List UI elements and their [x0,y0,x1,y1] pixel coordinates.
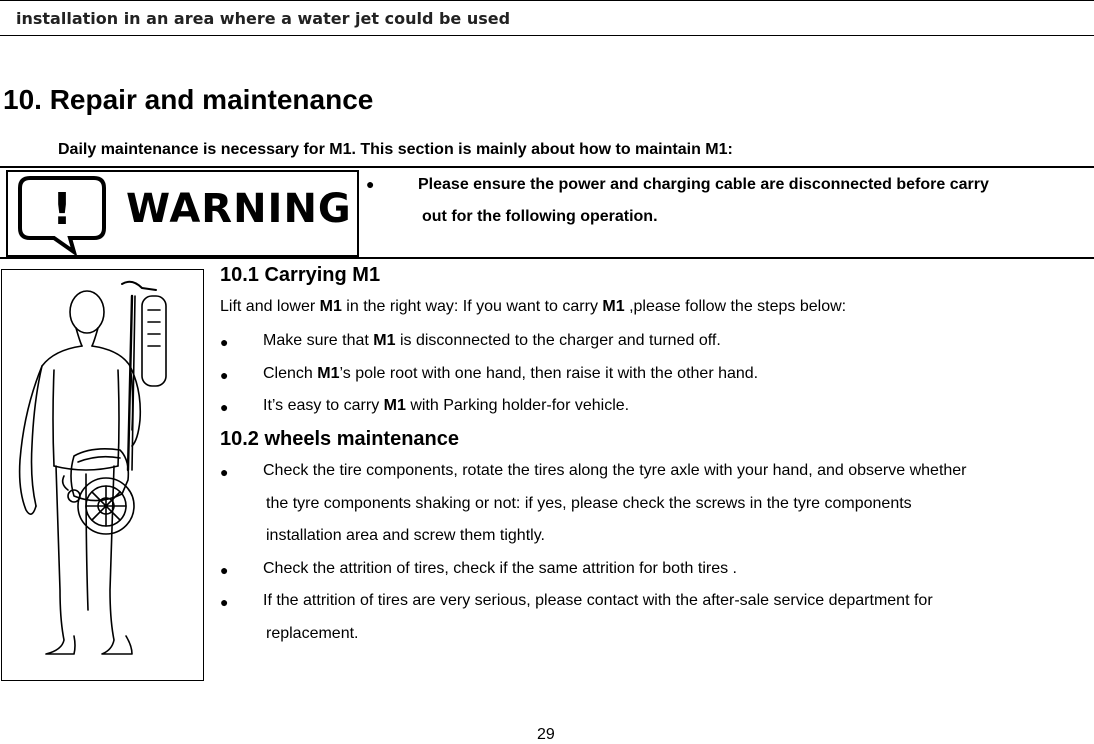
running-header [0,0,1094,36]
list-item-line: the tyre components shaking or not: if yes, please check the screws in the tyre components [266,495,912,512]
heading-carrying: 10.1 Carrying M1 [220,264,381,286]
list-item-line: Check the attrition of tires, check if the same attrition for both tires . [263,560,737,577]
list-item [263,365,758,383]
intro-pre: Lift and lower [220,298,320,315]
warning-row [0,166,1094,259]
heading-wheels: 10.2 wheels maintenance [220,428,460,450]
item-bold: M1 [373,332,396,349]
list-item-line: installation area and screw them tightly. [266,527,545,544]
intro-post: ,please follow the steps below: [624,298,847,315]
item-post: ’s pole root with one hand, then raise it with the other hand. [339,365,759,382]
exclamation-icon: ! [51,184,73,235]
list-item-line: replacement. [266,625,359,642]
carrying-intro [220,298,846,316]
warning-box [6,170,359,257]
section-intro: Daily maintenance is necessary for M1. This section is mainly about how to maintain M1: [58,141,733,158]
list-item [263,397,629,415]
warning-text-line-2: out for the following operation. [422,208,658,225]
bullet-dot: ● [220,334,229,350]
section-title: 10. Repair and maintenance [3,84,374,115]
bullet-dot: ● [220,367,229,383]
carrying-illustration [1,269,204,681]
intro-bold-2: M1 [602,298,625,315]
item-pre: Clench [263,365,318,382]
warning-label: WARNING [126,186,352,232]
item-post: is disconnected to the charger and turned off. [395,332,721,349]
list-item [263,332,721,350]
warning-bullet: ● [366,176,375,192]
running-header-text: installation in an area where a water jet could be used [16,9,511,28]
person-carrying-device-illustration [2,270,203,680]
item-pre: It’s easy to carry [263,397,384,414]
item-bold: M1 [383,397,406,414]
bullet-dot: ● [220,594,229,610]
intro-mid: in the right way: If you want to carry [341,298,603,315]
item-pre: Make sure that [263,332,374,349]
intro-bold-1: M1 [319,298,342,315]
page-number: 29 [537,726,555,743]
bullet-dot: ● [220,399,229,415]
bullet-dot: ● [220,464,229,480]
list-item-line: If the attrition of tires are very serious, please contact with the after-sale service department for [263,592,933,609]
bullet-dot: ● [220,562,229,578]
item-post: with Parking holder-for vehicle. [405,397,630,414]
item-bold: M1 [317,365,340,382]
list-item-line: Check the tire components, rotate the tires along the tyre axle with your hand, and observe whether [263,462,967,479]
warning-text-line-1: Please ensure the power and charging cable are disconnected before carry [418,176,989,193]
